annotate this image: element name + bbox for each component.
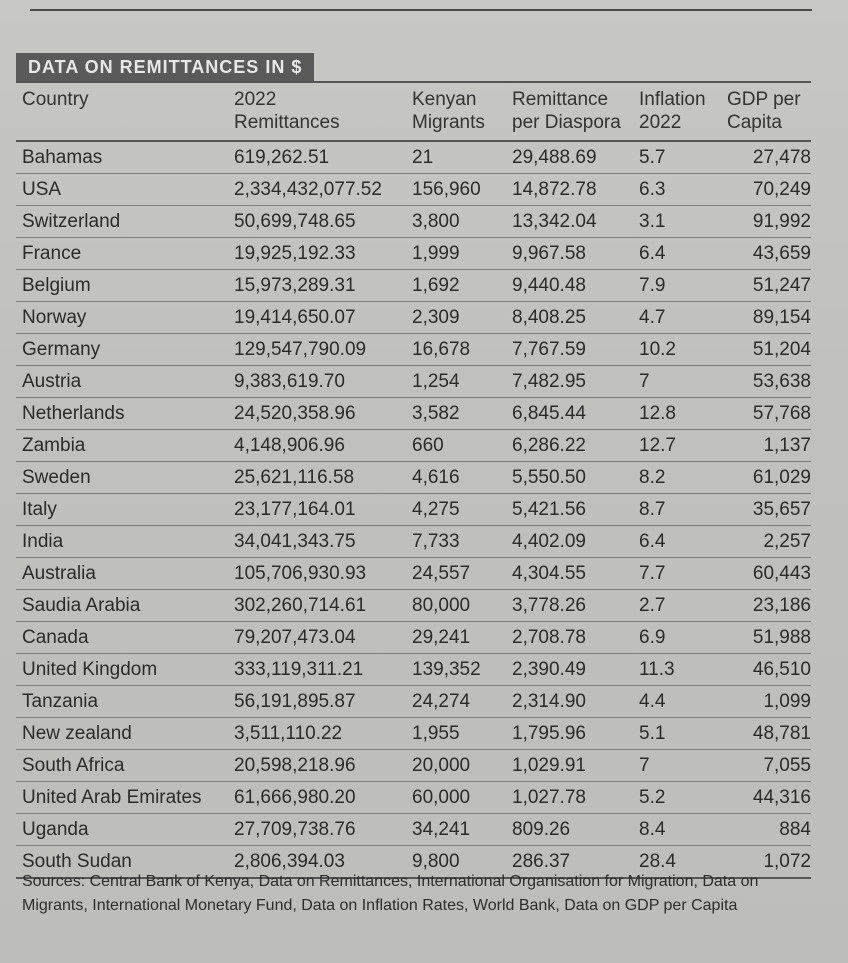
cell-gdp: 53,638 [721,366,811,398]
cell-per-diaspora: 3,778.26 [506,590,633,622]
cell-remit: 61,666,980.20 [228,782,406,814]
cell-migrants: 1,254 [406,366,506,398]
cell-country: Germany [16,334,228,366]
cell-gdp: 61,029 [721,462,811,494]
table-row [16,141,811,174]
table-row [16,782,811,814]
cell-inflation: 7 [633,366,721,398]
table-row [16,334,811,366]
cell-gdp: 1,072 [721,846,811,879]
column-header-country: Country [16,84,228,141]
cell-gdp: 1,099 [721,686,811,718]
table-row [16,302,811,334]
cell-remit: 25,621,116.58 [228,462,406,494]
cell-country: Tanzania [16,686,228,718]
cell-inflation: 8.4 [633,814,721,846]
cell-per-diaspora: 2,708.78 [506,622,633,654]
cell-inflation: 5.1 [633,718,721,750]
table-row [16,654,811,686]
cell-per-diaspora: 5,550.50 [506,462,633,494]
cell-per-diaspora: 7,482.95 [506,366,633,398]
cell-gdp: 7,055 [721,750,811,782]
cell-migrants: 156,960 [406,174,506,206]
table-row [16,622,811,654]
cell-country: South Sudan [16,846,228,879]
cell-country: Saudia Arabia [16,590,228,622]
cell-country: New zealand [16,718,228,750]
cell-migrants: 80,000 [406,590,506,622]
cell-inflation: 4.4 [633,686,721,718]
sources-note: Sources: Central Bank of Kenya, Data on Remittances, International Organisation for Migration, Data on Migrants, International Monetary Fund, Data on Inflation Rates, World Bank, Data on GDP per Capita [22,873,759,914]
cell-gdp: 35,657 [721,494,811,526]
cell-migrants: 60,000 [406,782,506,814]
table-row [16,398,811,430]
table-row [16,814,811,846]
cell-remit: 19,925,192.33 [228,238,406,270]
cell-gdp: 57,768 [721,398,811,430]
cell-remit: 129,547,790.09 [228,334,406,366]
table-row [16,270,811,302]
table-row [16,366,811,398]
cell-gdp: 44,316 [721,782,811,814]
cell-migrants: 1,999 [406,238,506,270]
cell-gdp: 27,478 [721,141,811,174]
cell-country: Netherlands [16,398,228,430]
cell-migrants: 4,616 [406,462,506,494]
column-header-inflation: Inflation 2022 [633,84,721,141]
cell-remit: 24,520,358.96 [228,398,406,430]
cell-migrants: 1,955 [406,718,506,750]
remittances-table [16,84,811,879]
cell-migrants: 34,241 [406,814,506,846]
table-row [16,718,811,750]
cell-remit: 619,262.51 [228,141,406,174]
column-header-remittances: 2022 Remittances [228,84,406,141]
cell-per-diaspora: 1,795.96 [506,718,633,750]
cell-remit: 9,383,619.70 [228,366,406,398]
cell-inflation: 3.1 [633,206,721,238]
cell-per-diaspora: 7,767.59 [506,334,633,366]
cell-gdp: 51,204 [721,334,811,366]
table-title: DATA ON REMITTANCES IN $ [16,53,314,81]
column-header-per-diaspora: Remittance per Diaspora [506,84,633,141]
cell-gdp: 51,247 [721,270,811,302]
cell-per-diaspora: 6,286.22 [506,430,633,462]
table-row [16,558,811,590]
cell-gdp: 48,781 [721,718,811,750]
cell-gdp: 43,659 [721,238,811,270]
cell-gdp: 70,249 [721,174,811,206]
cell-migrants: 7,733 [406,526,506,558]
cell-per-diaspora: 9,967.58 [506,238,633,270]
cell-inflation: 7 [633,750,721,782]
column-header-migrants: Kenyan Migrants [406,84,506,141]
cell-inflation: 8.7 [633,494,721,526]
cell-gdp: 89,154 [721,302,811,334]
cell-remit: 23,177,164.01 [228,494,406,526]
cell-remit: 105,706,930.93 [228,558,406,590]
cell-per-diaspora: 13,342.04 [506,206,633,238]
cell-per-diaspora: 2,390.49 [506,654,633,686]
cell-per-diaspora: 2,314.90 [506,686,633,718]
cell-inflation: 8.2 [633,462,721,494]
cell-inflation: 7.9 [633,270,721,302]
table-row [16,238,811,270]
cell-migrants: 4,275 [406,494,506,526]
cell-country: United Arab Emirates [16,782,228,814]
table-header-row [16,84,811,141]
title-divider [16,81,811,83]
cell-per-diaspora: 4,402.09 [506,526,633,558]
cell-country: Norway [16,302,228,334]
cell-migrants: 1,692 [406,270,506,302]
cell-per-diaspora: 286.37 [506,846,633,879]
cell-country: Belgium [16,270,228,302]
cell-inflation: 12.7 [633,430,721,462]
cell-gdp: 91,992 [721,206,811,238]
cell-country: Canada [16,622,228,654]
cell-migrants: 139,352 [406,654,506,686]
cell-country: Sweden [16,462,228,494]
cell-remit: 27,709,738.76 [228,814,406,846]
cell-country: Bahamas [16,141,228,174]
cell-per-diaspora: 5,421.56 [506,494,633,526]
cell-remit: 3,511,110.22 [228,718,406,750]
cell-gdp: 23,186 [721,590,811,622]
cell-migrants: 21 [406,141,506,174]
table-row [16,590,811,622]
cell-country: Austria [16,366,228,398]
cell-remit: 19,414,650.07 [228,302,406,334]
cell-country: United Kingdom [16,654,228,686]
cell-remit: 79,207,473.04 [228,622,406,654]
cell-remit: 302,260,714.61 [228,590,406,622]
cell-country: Italy [16,494,228,526]
cell-migrants: 20,000 [406,750,506,782]
table-row [16,750,811,782]
cell-migrants: 24,557 [406,558,506,590]
cell-per-diaspora: 29,488.69 [506,141,633,174]
cell-inflation: 4.7 [633,302,721,334]
cell-gdp: 60,443 [721,558,811,590]
cell-migrants: 24,274 [406,686,506,718]
cell-remit: 4,148,906.96 [228,430,406,462]
cell-inflation: 7.7 [633,558,721,590]
table-row [16,462,811,494]
cell-gdp: 2,257 [721,526,811,558]
cell-remit: 2,334,432,077.52 [228,174,406,206]
cell-remit: 34,041,343.75 [228,526,406,558]
cell-inflation: 2.7 [633,590,721,622]
cell-remit: 56,191,895.87 [228,686,406,718]
cell-country: Zambia [16,430,228,462]
table-row [16,494,811,526]
cell-gdp: 46,510 [721,654,811,686]
cell-per-diaspora: 1,027.78 [506,782,633,814]
cell-per-diaspora: 9,440.48 [506,270,633,302]
cell-per-diaspora: 8,408.25 [506,302,633,334]
cell-migrants: 3,582 [406,398,506,430]
cell-remit: 20,598,218.96 [228,750,406,782]
cell-country: Switzerland [16,206,228,238]
cell-migrants: 660 [406,430,506,462]
cell-inflation: 12.8 [633,398,721,430]
cell-migrants: 9,800 [406,846,506,879]
cell-per-diaspora: 14,872.78 [506,174,633,206]
cell-migrants: 16,678 [406,334,506,366]
cell-migrants: 29,241 [406,622,506,654]
cell-inflation: 6.4 [633,526,721,558]
cell-migrants: 3,800 [406,206,506,238]
cell-remit: 333,119,311.21 [228,654,406,686]
cell-gdp: 1,137 [721,430,811,462]
cell-inflation: 6.3 [633,174,721,206]
cell-country: South Africa [16,750,228,782]
cell-per-diaspora: 6,845.44 [506,398,633,430]
cell-country: USA [16,174,228,206]
table-row [16,430,811,462]
cell-per-diaspora: 1,029.91 [506,750,633,782]
cell-inflation: 6.4 [633,238,721,270]
cell-per-diaspora: 4,304.55 [506,558,633,590]
cell-inflation: 6.9 [633,622,721,654]
table-row [16,686,811,718]
cell-inflation: 11.3 [633,654,721,686]
cell-per-diaspora: 809.26 [506,814,633,846]
column-header-gdp: GDP per Capita [721,84,811,141]
table-row [16,174,811,206]
cell-inflation: 5.2 [633,782,721,814]
cell-remit: 2,806,394.03 [228,846,406,879]
table-row [16,526,811,558]
cell-inflation: 10.2 [633,334,721,366]
cell-country: India [16,526,228,558]
top-divider [30,9,812,11]
cell-country: Uganda [16,814,228,846]
cell-remit: 15,973,289.31 [228,270,406,302]
cell-migrants: 2,309 [406,302,506,334]
cell-gdp: 51,988 [721,622,811,654]
cell-inflation: 5.7 [633,141,721,174]
cell-country: France [16,238,228,270]
cell-remit: 50,699,748.65 [228,206,406,238]
cell-inflation: 28.4 [633,846,721,879]
cell-country: Australia [16,558,228,590]
table-row [16,206,811,238]
cell-gdp: 884 [721,814,811,846]
